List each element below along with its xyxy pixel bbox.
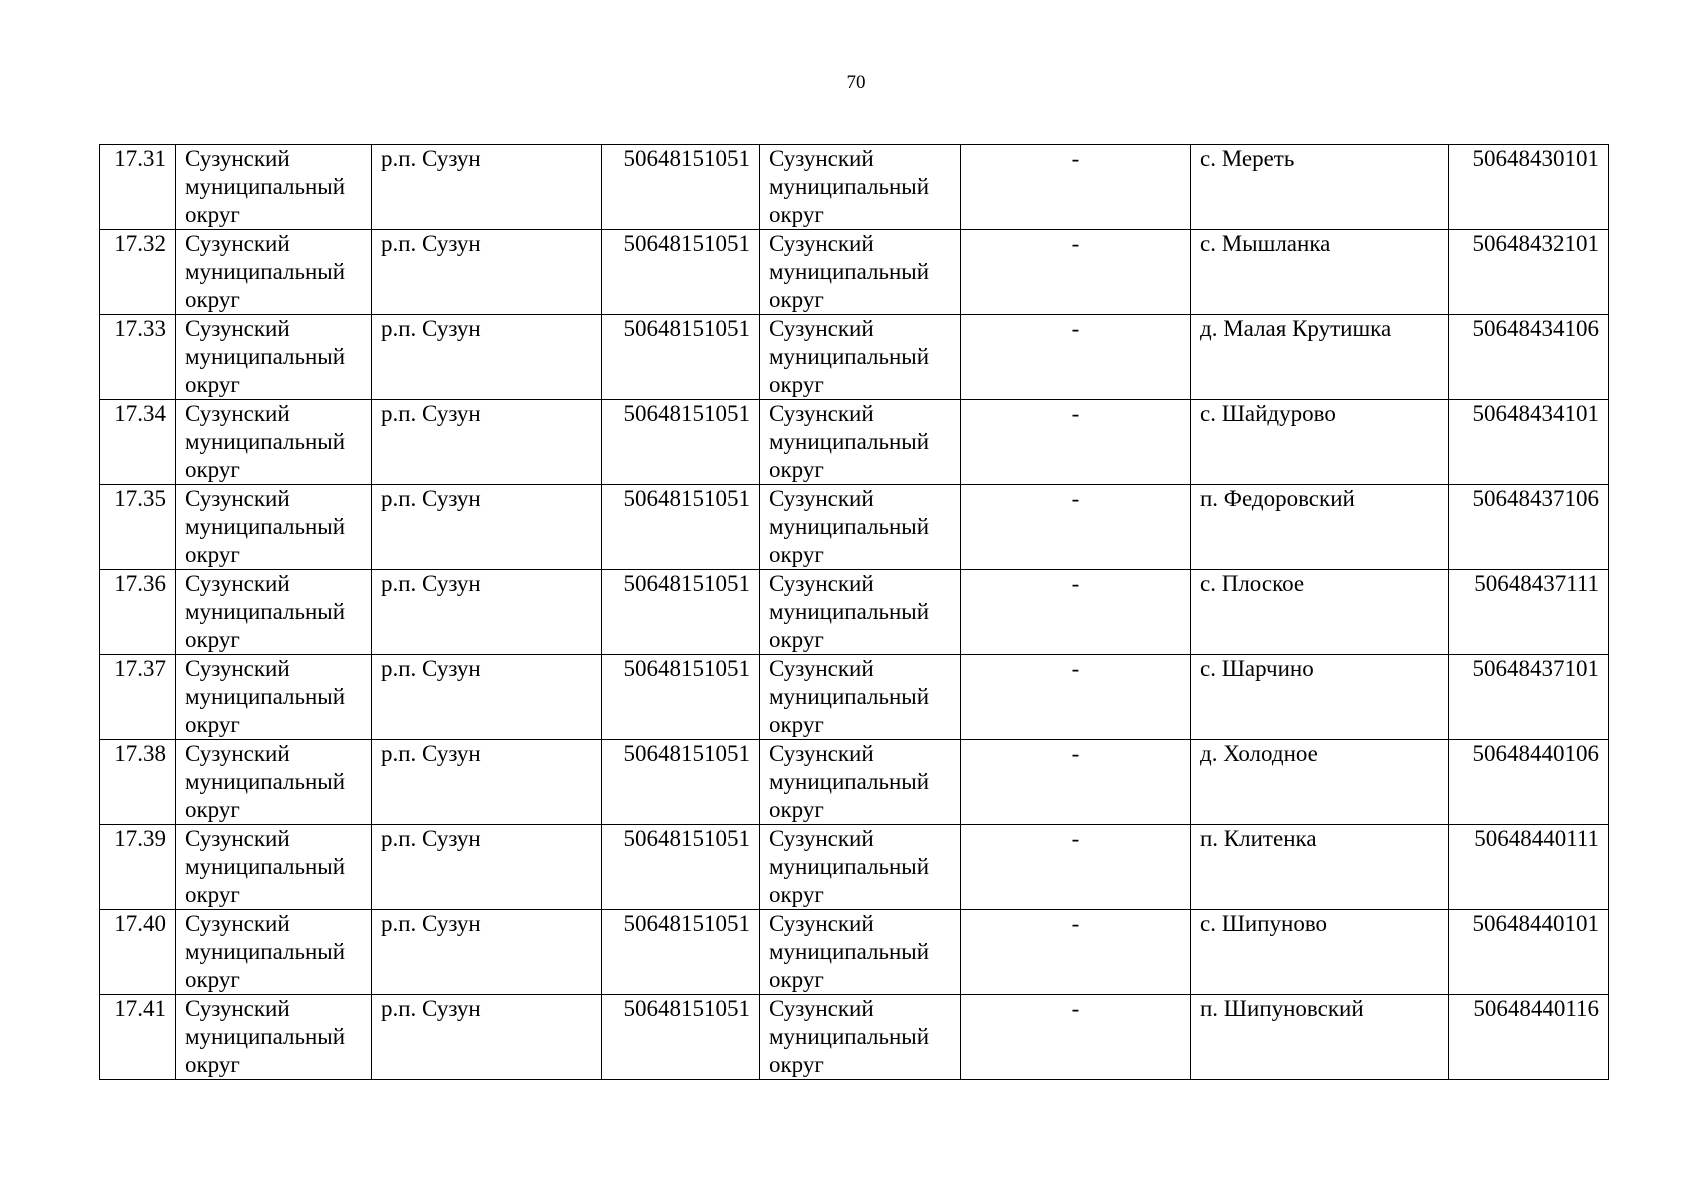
settlement-cell: д. Малая Крутишка <box>1191 315 1449 400</box>
admin-center-cell: р.п. Сузун <box>372 910 602 995</box>
admin-center-code-cell: 50648151051 <box>602 315 760 400</box>
row-number-cell: 17.40 <box>100 910 176 995</box>
admin-center-cell: р.п. Сузун <box>372 400 602 485</box>
admin-center-cell: р.п. Сузун <box>372 145 602 230</box>
municipality-cell: Сузунский муниципальный округ <box>760 910 961 995</box>
dash-cell: - <box>961 315 1191 400</box>
district-cell: Сузунский муниципальный округ <box>176 825 372 910</box>
municipality-cell: Сузунский муниципальный округ <box>760 825 961 910</box>
page-number: 70 <box>846 72 866 93</box>
dash-cell: - <box>961 995 1191 1080</box>
municipality-cell: Сузунский муниципальный округ <box>760 570 961 655</box>
admin-center-code-cell: 50648151051 <box>602 740 760 825</box>
municipality-cell: Сузунский муниципальный округ <box>760 995 961 1080</box>
settlement-cell: с. Мереть <box>1191 145 1449 230</box>
row-number-cell: 17.33 <box>100 315 176 400</box>
row-number-cell: 17.38 <box>100 740 176 825</box>
dash-cell: - <box>961 910 1191 995</box>
settlement-cell: с. Шайдурово <box>1191 400 1449 485</box>
admin-center-code-cell: 50648151051 <box>602 485 760 570</box>
dash-cell: - <box>961 230 1191 315</box>
admin-center-code-cell: 50648151051 <box>602 570 760 655</box>
settlement-code-cell: 50648437111 <box>1449 570 1609 655</box>
settlement-cell: с. Шарчино <box>1191 655 1449 740</box>
district-cell: Сузунский муниципальный округ <box>176 910 372 995</box>
municipality-cell: Сузунский муниципальный округ <box>760 230 961 315</box>
district-cell: Сузунский муниципальный округ <box>176 485 372 570</box>
table-row <box>100 825 1609 910</box>
settlement-code-cell: 50648437106 <box>1449 485 1609 570</box>
table-row <box>100 995 1609 1080</box>
admin-center-code-cell: 50648151051 <box>602 230 760 315</box>
admin-center-cell: р.п. Сузун <box>372 315 602 400</box>
admin-center-code-cell: 50648151051 <box>602 995 760 1080</box>
district-cell: Сузунский муниципальный округ <box>176 400 372 485</box>
municipality-cell: Сузунский муниципальный округ <box>760 400 961 485</box>
district-cell: Сузунский муниципальный округ <box>176 230 372 315</box>
dash-cell: - <box>961 400 1191 485</box>
dash-cell: - <box>961 655 1191 740</box>
row-number-cell: 17.35 <box>100 485 176 570</box>
district-cell: Сузунский муниципальный округ <box>176 740 372 825</box>
district-cell: Сузунский муниципальный округ <box>176 655 372 740</box>
table-row <box>100 740 1609 825</box>
district-cell: Сузунский муниципальный округ <box>176 315 372 400</box>
municipality-cell: Сузунский муниципальный округ <box>760 315 961 400</box>
settlement-code-cell: 50648440116 <box>1449 995 1609 1080</box>
admin-center-cell: р.п. Сузун <box>372 230 602 315</box>
dash-cell: - <box>961 825 1191 910</box>
settlement-code-cell: 50648440101 <box>1449 910 1609 995</box>
dash-cell: - <box>961 485 1191 570</box>
row-number-cell: 17.41 <box>100 995 176 1080</box>
district-cell: Сузунский муниципальный округ <box>176 145 372 230</box>
row-number-cell: 17.39 <box>100 825 176 910</box>
settlement-cell: с. Плоское <box>1191 570 1449 655</box>
settlement-cell: п. Клитенка <box>1191 825 1449 910</box>
admin-center-cell: р.п. Сузун <box>372 740 602 825</box>
table-row <box>100 400 1609 485</box>
municipality-cell: Сузунский муниципальный округ <box>760 740 961 825</box>
settlement-code-cell: 50648440111 <box>1449 825 1609 910</box>
admin-center-code-cell: 50648151051 <box>602 400 760 485</box>
settlement-cell: с. Шипуново <box>1191 910 1449 995</box>
settlement-code-cell: 50648434101 <box>1449 400 1609 485</box>
table-body <box>100 145 1609 1080</box>
row-number-cell: 17.37 <box>100 655 176 740</box>
table-row <box>100 230 1609 315</box>
row-number-cell: 17.32 <box>100 230 176 315</box>
settlement-cell: с. Мышланка <box>1191 230 1449 315</box>
settlement-code-cell: 50648430101 <box>1449 145 1609 230</box>
settlement-cell: д. Холодное <box>1191 740 1449 825</box>
admin-center-cell: р.п. Сузун <box>372 995 602 1080</box>
table-row <box>100 910 1609 995</box>
admin-center-code-cell: 50648151051 <box>602 655 760 740</box>
admin-center-code-cell: 50648151051 <box>602 825 760 910</box>
dash-cell: - <box>961 740 1191 825</box>
table-row <box>100 485 1609 570</box>
row-number-cell: 17.34 <box>100 400 176 485</box>
dash-cell: - <box>961 570 1191 655</box>
row-number-cell: 17.31 <box>100 145 176 230</box>
district-cell: Сузунский муниципальный округ <box>176 995 372 1080</box>
admin-center-cell: р.п. Сузун <box>372 485 602 570</box>
table-row <box>100 655 1609 740</box>
admin-center-cell: р.п. Сузун <box>372 825 602 910</box>
admin-center-code-cell: 50648151051 <box>602 910 760 995</box>
table-row <box>100 315 1609 400</box>
table-row <box>100 145 1609 230</box>
settlement-code-cell: 50648437101 <box>1449 655 1609 740</box>
settlement-code-cell: 50648432101 <box>1449 230 1609 315</box>
row-number-cell: 17.36 <box>100 570 176 655</box>
district-cell: Сузунский муниципальный округ <box>176 570 372 655</box>
settlement-cell: п. Федоровский <box>1191 485 1449 570</box>
admin-center-cell: р.п. Сузун <box>372 570 602 655</box>
municipality-cell: Сузунский муниципальный округ <box>760 145 961 230</box>
admin-center-code-cell: 50648151051 <box>602 145 760 230</box>
settlements-table <box>99 144 1609 1080</box>
table-row <box>100 570 1609 655</box>
settlement-code-cell: 50648440106 <box>1449 740 1609 825</box>
settlement-code-cell: 50648434106 <box>1449 315 1609 400</box>
settlement-cell: п. Шипуновский <box>1191 995 1449 1080</box>
dash-cell: - <box>961 145 1191 230</box>
municipality-cell: Сузунский муниципальный округ <box>760 655 961 740</box>
municipality-cell: Сузунский муниципальный округ <box>760 485 961 570</box>
admin-center-cell: р.п. Сузун <box>372 655 602 740</box>
